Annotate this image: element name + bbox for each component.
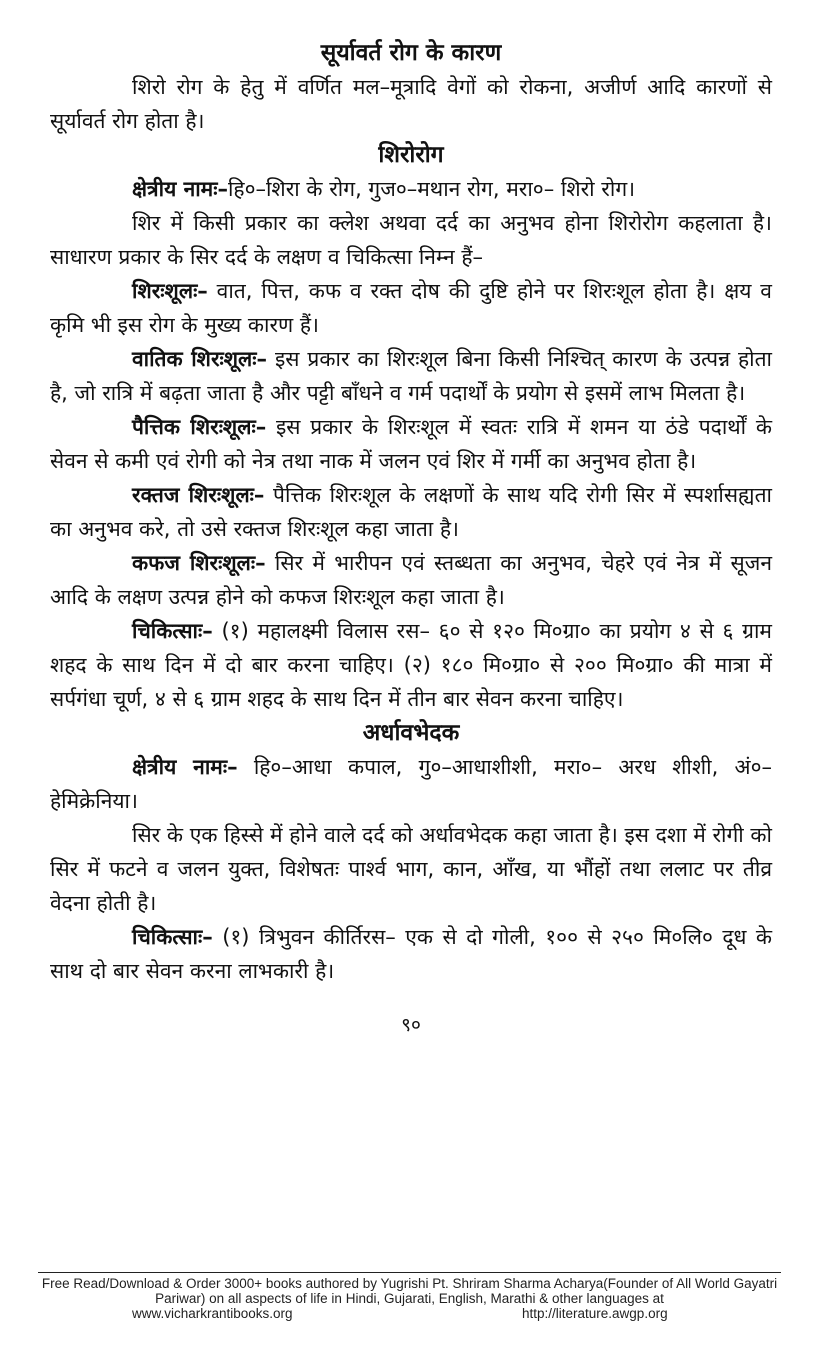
footer-link-vicharkranti[interactable]: www.vicharkrantibooks.org [132, 1306, 293, 1321]
paragraph-text: शिरो रोग के हेतु में वर्णित मल–मूत्रादि वेगों को रोकना, अजीर्ण आदि कारणों से सूर्यावर्त रोग होता है। [50, 75, 772, 133]
paragraph-label: क्षेत्रीय नामः– [132, 755, 238, 779]
paragraph-label: चिकित्साः– [132, 925, 213, 949]
paragraph-text: वात, पित्त, कफ व रक्त दोष की दुष्टि होने पर शिरःशूल होता है। क्षय व कृमि भी इस रोग के मुख्य कारण हैं। [50, 279, 772, 337]
section-heading: शिरोरोग [378, 142, 444, 168]
paragraph-text: इस प्रकार के शिरःशूल में स्वतः रात्रि में शमन या ठंडे पदार्थों के सेवन से कमी एवं रोगी को नेत्र तथा नाक में जलन एवं शिर में गर्मी का अनुभव होता है। [50, 415, 772, 473]
paragraph-text: (१) महालक्ष्मी विलास रस– ६० से १२० मि०ग्रा० का प्रयोग ४ से ६ ग्राम शहद के साथ दिन में दो बार करना चाहिए। (२) १८० मि०ग्रा० से २०० मि०ग्रा० की मात्रा में सर्पगंधा चूर्ण, ४ से ६ ग्राम शहद के साथ दिन में तीन बार सेवन करना चाहिए। [50, 619, 772, 711]
paragraph [50, 70, 772, 138]
paragraph-text: सिर में भारीपन एवं स्तब्धता का अनुभव, चेहरे एवं नेत्र में सूजन आदि के लक्षण उत्पन्न होने को कफज शिरःशूल कहा जाता है। [50, 551, 772, 609]
paragraph-text: हि०–शिरा के रोग, गुज०–मथान रोग, मरा०– शिरो रोग। [227, 177, 636, 201]
paragraph-text: सिर के एक हिस्से में होने वाले दर्द को अर्धावभेदक कहा जाता है। इस दशा में रोगी को सिर में फटने व जलन युक्त, विशेषतः पार्श्व भाग, कान, आँख, या भौंहों तथा ललाट पर तीव्र वेदना होती है। [50, 823, 772, 915]
paragraph-text: शिर में किसी प्रकार का क्लेश अथवा दर्द का अनुभव होना शिरोरोग कहलाता है। साधारण प्रकार के सिर दर्द के लक्षण व चिकित्सा निम्न हैं– [50, 211, 772, 269]
paragraph [50, 410, 772, 478]
paragraph-label: पैत्तिक शिरःशूलः– [132, 415, 267, 439]
paragraph [50, 172, 772, 206]
paragraph [50, 342, 772, 410]
section-heading: अर्धावभेदक [362, 720, 460, 746]
paragraph-text: पैत्तिक शिरःशूल के लक्षणों के साथ यदि रोगी सिर में स्पर्शासह्यता का अनुभव करे, तो उसे रक्तज शिरःशूल कहा जाता है। [50, 483, 772, 541]
paragraph-text: (१) त्रिभुवन कीर्तिरस– एक से दो गोली, १०० से २५० मि०लि० दूध के साथ दो बार सेवन करना लाभकारी है। [50, 925, 772, 983]
paragraph-label: चिकित्साः– [132, 619, 213, 643]
paragraph-text: हि०–आधा कपाल, गु०–आधाशीशी, मरा०– अरध शीशी, अं०–हेमिक्रेनिया। [50, 755, 772, 813]
footer-text: Free Read/Download & Order 3000+ books authored by Yugrishi Pt. Shriram Sharma Acharya(Founder of All World Gayatri Pariwar) on all aspects of life in Hindi, Gujarati, English, Marathi & other languages at [41, 1276, 778, 1306]
paragraph [50, 206, 772, 274]
paragraph-label: वातिक शिरःशूलः– [132, 347, 268, 371]
footer-links [38, 1306, 781, 1322]
paragraph [50, 920, 772, 988]
section-heading: सूर्यावर्त रोग के कारण [320, 40, 502, 66]
paragraph-label: कफज शिरःशूलः– [132, 551, 266, 575]
footer [38, 1276, 781, 1322]
footer-link-literature[interactable]: http://literature.awgp.org [522, 1306, 668, 1321]
paragraph-label: रक्तज शिरःशूलः– [132, 483, 265, 507]
paragraph-label: शिरःशूलः– [132, 279, 208, 303]
paragraph [50, 750, 772, 818]
paragraph [50, 614, 772, 716]
paragraph [50, 478, 772, 546]
document-page [50, 36, 772, 1040]
paragraph-label: क्षेत्रीय नामः– [132, 177, 228, 201]
paragraph [50, 818, 772, 920]
paragraph-text: इस प्रकार का शिरःशूल बिना किसी निश्चित् कारण के उत्पन्न होता है, जो रात्रि में बढ़ता जाता है और पट्टी बाँधने व गर्म पदार्थों के प्रयोग से इसमें लाभ मिलता है। [50, 347, 773, 405]
paragraph [50, 274, 772, 342]
page-number: ९० [401, 1014, 421, 1036]
paragraph [50, 546, 772, 614]
footer-divider [38, 1272, 781, 1273]
